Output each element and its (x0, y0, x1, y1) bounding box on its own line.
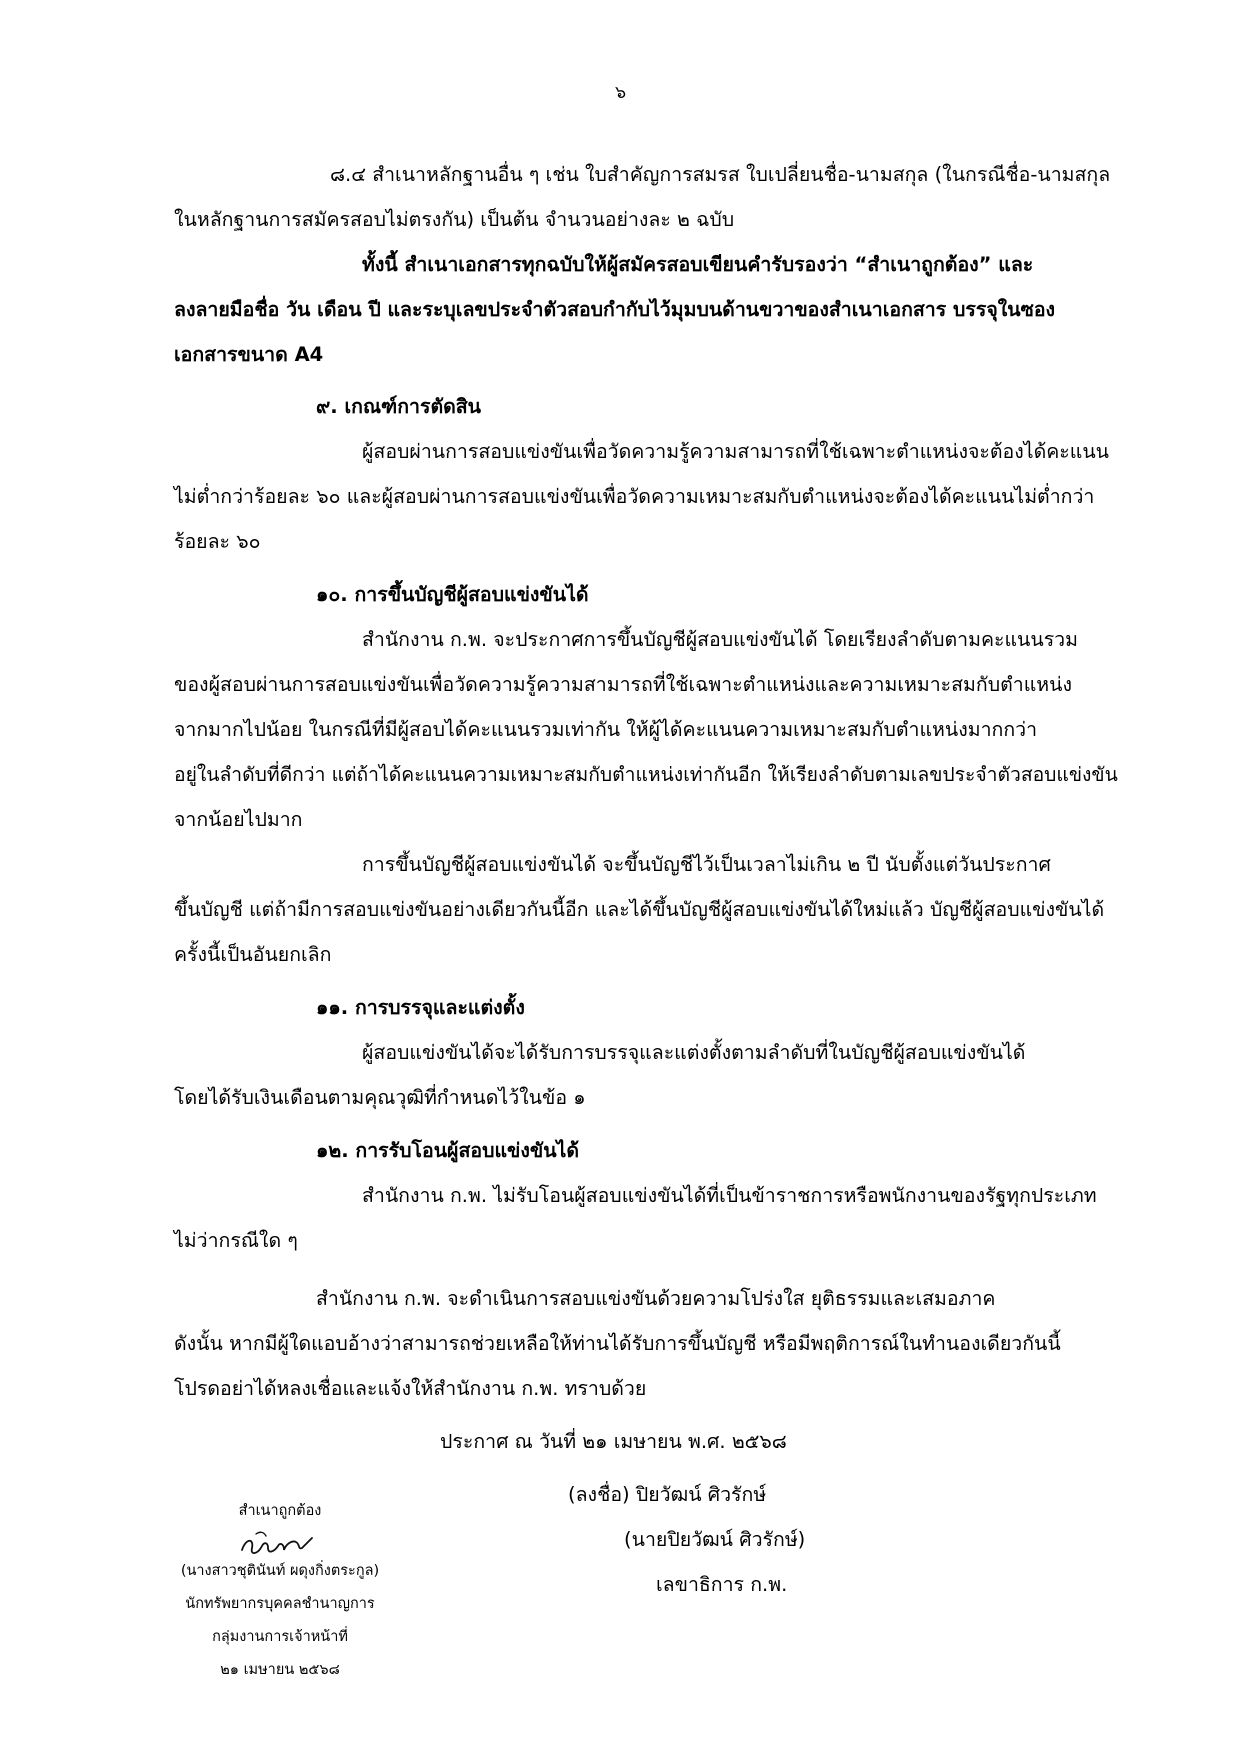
certified-copy-position: นักทรัพยากรบุคคลชำนาญการ (185, 1596, 375, 1612)
section-10-p1-line-5: จากน้อยไปมาก (174, 808, 303, 831)
section-10-p1-line-1: สำนักงาน ก.พ. จะประกาศการขึ้นบัญชีผู้สอบแข่งขันได้ โดยเรียงลำดับตามคะแนนรวม (362, 628, 1078, 651)
note-line-2: ลงลายมือชื่อ วัน เดือน ปี และระบุเลขประจำตัวสอบกำกับไว้มุมบนด้านขวาของสำเนาเอกสาร บรรจุในซอง (174, 298, 1056, 321)
section-9-line-1: ผู้สอบผ่านการสอบแข่งขันเพื่อวัดความรู้ความสามารถที่ใช้เฉพาะตำแหน่งจะต้องได้คะแนน (362, 440, 1110, 463)
section-10-heading: ๑๐. การขึ้นบัญชีผู้สอบแข่งขันได้ (316, 583, 589, 606)
certified-copy-unit: กลุ่มงานการเจ้าหน้าที่ (212, 1629, 348, 1645)
section-10-p2-line-2: ขึ้นบัญชี แต่ถ้ามีการสอบแข่งขันอย่างเดียวกันนี้อีก และได้ขึ้นบัญชีผู้สอบแข่งขันได้ใหม่แล้ว บัญชีผู้สอบแข่งขันได้ (174, 898, 1105, 921)
note-line-3: เอกสารขนาด A4 (174, 343, 324, 366)
certified-copy-date: ๒๑ เมษายน ๒๕๖๘ (220, 1662, 340, 1678)
section-10-p1-line-4: อยู่ในลำดับที่ดีกว่า แต่ถ้าได้คะแนนความเหมาะสมกับตำแหน่งเท่ากันอีก ให้เรียงลำดับตามเลขประจำตัวสอบแข่งขัน (174, 763, 1118, 786)
section-10-p1-line-2: ของผู้สอบผ่านการสอบแข่งขันเพื่อวัดความรู้ความสามารถที่ใช้เฉพาะตำแหน่งและความเหมาะสมกับตำแหน่ง (174, 673, 1072, 696)
signatory-name: (นายปิยวัฒน์ ศิวรักษ์) (624, 1528, 806, 1551)
signatory-signed: (ลงชื่อ) ปิยวัฒน์ ศิวรักษ์ (568, 1483, 767, 1506)
item-8-4-line-1: ๘.๔ สำเนาหลักฐานอื่น ๆ เช่น ใบสำคัญการสมรส ใบเปลี่ยนชื่อ-นามสกุล (ในกรณีชื่อ-นามสกุล (330, 163, 1111, 186)
note-line-1: ทั้งนี้ สำเนาเอกสารทุกฉบับให้ผู้สมัครสอบเขียนคำรับรองว่า “สำเนาถูกต้อง” และ (362, 253, 1034, 276)
section-12-line-2: ไม่ว่ากรณีใด ๆ (174, 1229, 298, 1252)
section-10-p2-line-3: ครั้งนี้เป็นอันยกเลิก (174, 943, 332, 966)
page-number: ๖ (614, 83, 627, 103)
item-8-4-line-2: ในหลักฐานการสมัครสอบไม่ตรงกัน) เป็นต้น จำนวนอย่างละ ๒ ฉบับ (174, 208, 735, 231)
section-11-line-1: ผู้สอบแข่งขันได้จะได้รับการบรรจุและแต่งตั้งตามลำดับที่ในบัญชีผู้สอบแข่งขันได้ (362, 1041, 1026, 1064)
certified-copy-label: สำเนาถูกต้อง (238, 1503, 322, 1519)
closing-line-1: สำนักงาน ก.พ. จะดำเนินการสอบแข่งขันด้วยความโปร่งใส ยุติธรรมและเสมอภาค (316, 1287, 996, 1310)
signatory-position: เลขาธิการ ก.พ. (656, 1573, 788, 1596)
section-10-p1-line-3: จากมากไปน้อย ในกรณีที่มีผู้สอบได้คะแนนรวมเท่ากัน ให้ผู้ได้คะแนนความเหมาะสมกับตำแหน่งมากกว่า (174, 718, 1038, 741)
announcement-date: ประกาศ ณ วันที่ ๒๑ เมษายน พ.ศ. ๒๕๖๘ (440, 1430, 787, 1453)
section-10-p2-line-1: การขึ้นบัญชีผู้สอบแข่งขันได้ จะขึ้นบัญชีไว้เป็นเวลาไม่เกิน ๒ ปี นับตั้งแต่วันประกาศ (362, 853, 1051, 876)
section-11-heading: ๑๑. การบรรจุและแต่งตั้ง (316, 996, 525, 1019)
section-12-line-1: สำนักงาน ก.พ. ไม่รับโอนผู้สอบแข่งขันได้ที่เป็นข้าราชการหรือพนักงานของรัฐทุกประเภท (362, 1184, 1097, 1207)
section-12-heading: ๑๒. การรับโอนผู้สอบแข่งขันได้ (316, 1139, 579, 1162)
closing-line-2: ดังนั้น หากมีผู้ใดแอบอ้างว่าสามารถช่วยเหลือให้ท่านได้รับการขึ้นบัญชี หรือมีพฤติการณ์ในทำนองเดียวกันนี้ (174, 1332, 1061, 1355)
handwritten-signature (236, 1528, 316, 1562)
closing-line-3: โปรดอย่าได้หลงเชื่อและแจ้งให้สำนักงาน ก.พ. ทราบด้วย (174, 1377, 647, 1400)
section-9-line-3: ร้อยละ ๖๐ (174, 530, 261, 553)
certified-copy-name: (นางสาวชุตินันท์ ผดุงกิ่งตระกูล) (180, 1563, 380, 1579)
section-9-heading: ๙. เกณฑ์การตัดสิน (316, 395, 482, 418)
section-9-line-2: ไม่ต่ำกว่าร้อยละ ๖๐ และผู้สอบผ่านการสอบแข่งขันเพื่อวัดความเหมาะสมกับตำแหน่งจะต้องได้คะแนนไม่ต่ำกว่า (174, 485, 1095, 508)
section-11-line-2: โดยได้รับเงินเดือนตามคุณวุฒิที่กำหนดไว้ในข้อ ๑ (174, 1086, 586, 1109)
